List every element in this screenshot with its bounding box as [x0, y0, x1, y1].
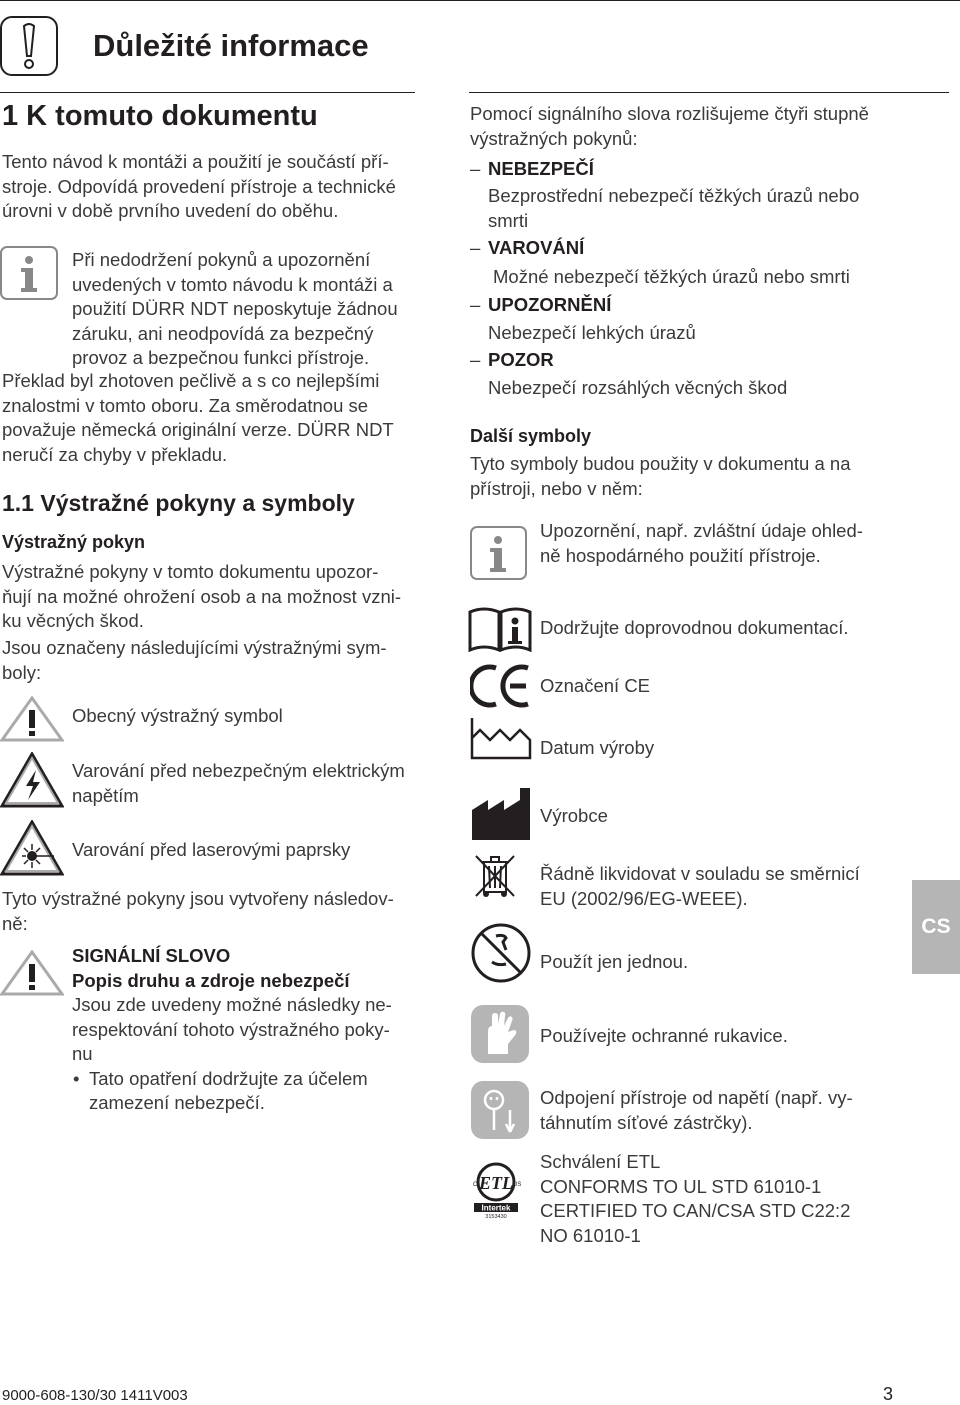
level-danger: NEBEZPEČÍ	[488, 158, 594, 179]
ce-mark-icon	[470, 663, 534, 709]
level-warning: VAROVÁNÍ	[488, 237, 585, 258]
more-symbols-intro: Tyto symboly budou použity v dokumentu a na přístroji, nebo v něm:	[470, 453, 851, 499]
manufacture-date-icon	[470, 716, 532, 760]
signal-word: SIGNÁLNÍ SLOVO	[72, 945, 231, 966]
header-rule-right	[469, 92, 949, 93]
manufacturer-symbol-label: Výrobce	[540, 805, 608, 826]
general-warning-icon	[0, 696, 64, 742]
header-rule	[0, 92, 415, 93]
warning-box-icon	[0, 16, 58, 76]
hazard-description: Popis druhu a zdroje nebezpečí	[72, 969, 350, 991]
subsection-heading: 1.1 Výstražné pokyny a symboly	[2, 490, 355, 516]
etl-number-text: 3153430	[485, 1214, 507, 1220]
language-tab-label: CS	[921, 915, 951, 938]
language-tab	[912, 880, 960, 974]
manual-symbol-label: Dodržujte doprovodnou dokumentací.	[540, 617, 849, 638]
gloves-icon	[470, 1004, 530, 1064]
weee-symbol-label: Řádně likvidovat v souladu se směrnicí EU (2002/96/EG-WEEE).	[540, 863, 860, 909]
warning-subheading: Výstražný pokyn	[2, 532, 146, 552]
electric-warning-label: Varování před nebezpečným elektrickým napětím	[72, 760, 405, 806]
structure-paragraph: Tyto výstražné pokyny jsou vytvořeny následov- ně:	[2, 888, 394, 934]
example-warning-icon	[0, 950, 64, 996]
note-paragraph: Při nedodržení pokynů a upozornění uvedených v tomto návodu k montáži a použití DÜRR NDT neposkytuje žádnou záruku, ani neodpovídá za bezpečný provoz a bezpečnou funkci přístroje.	[72, 249, 398, 368]
info-icon	[470, 526, 528, 580]
intertek-text: Intertek	[481, 1203, 511, 1213]
signal-word-intro: Pomocí signálního slova rozlišujeme čtyři stupně výstražných pokynů:	[470, 103, 869, 149]
svg-text:C: C	[473, 1182, 478, 1188]
gloves-symbol-label: Používejte ochranné rukavice.	[540, 1025, 788, 1046]
document-number: 9000-608-130/30 1411V003	[2, 1387, 188, 1404]
level-notice: POZOR	[488, 349, 554, 370]
svg-text:US: US	[513, 1182, 522, 1188]
top-rule	[0, 0, 960, 1]
general-warning-label: Obecný výstražný symbol	[72, 705, 283, 726]
intro-paragraph: Tento návod k montáži a použití je součástí pří- stroje. Odpovídá provedení přístroje a technické úrovni v době prvního uvedení do oběhu.	[2, 151, 396, 221]
measure-bullet: • Tato opatření dodržujte za účelem zamezení nebezpečí.	[73, 1067, 368, 1113]
level-caution: UPOZORNĚNÍ	[488, 293, 612, 315]
weee-bin-icon	[472, 852, 518, 902]
bullet-dot: •	[73, 1067, 80, 1089]
manual-book-icon	[468, 606, 532, 652]
example-block	[72, 944, 392, 1116]
single-use-label: Použít jen jednou.	[540, 951, 689, 972]
ce-symbol-label: Označení CE	[540, 675, 651, 696]
more-symbols-heading: Další symboly	[470, 426, 592, 446]
disconnect-symbol-label: Odpojení přístroje od napětí (např. vy- táhnutím síťové zástrčky).	[540, 1087, 853, 1133]
info-icon	[0, 246, 60, 300]
laser-warning-icon	[0, 820, 64, 876]
single-use-icon	[470, 922, 532, 984]
page-number: 3	[883, 1384, 894, 1404]
page-title: Důležité informace	[93, 28, 369, 63]
translation-paragraph: Překlad byl zhotoven pečlivě a s co nejlepšími znalostmi v tomto oboru. Za směrodatnou se považuje německá originální verze. DÜRR NDT neručí za chyby v překladu.	[2, 370, 394, 465]
disconnect-power-icon	[470, 1080, 530, 1140]
laser-warning-label: Varování před laserovými paprsky	[72, 839, 351, 860]
signal-levels: – NEBEZPEČÍ Bezprostřední nebezpečí těžkých úrazů nebo smrti – VAROVÁNÍ Možné nebezpečí těžkých úrazů nebo smrti – UPOZORNĚNÍ Nebezpečí lehkých úrazů – POZOR Nebezpečí rozsáhlých věcných škod	[470, 158, 860, 398]
date-symbol-label: Datum výroby	[540, 737, 655, 758]
section-heading: 1 K tomuto dokumentu	[2, 100, 318, 132]
etl-logo-text: ETL	[479, 1173, 513, 1193]
warning-paragraph-1: Výstražné pokyny v tomto dokumentu upozor- ňují na možné ohrožení osob a na možnost vzni- ku věcných škod.	[2, 561, 402, 631]
etl-mark-icon	[470, 1162, 522, 1220]
info-symbol-label: Upozornění, např. zvláštní údaje ohled- ně hospodárného použití přístroje.	[540, 520, 863, 566]
consequences: Jsou zde uvedeny možné následky ne- respektování tohoto výstražného poky- nu	[72, 994, 392, 1064]
warning-paragraph-2: Jsou označeny následujícími výstražnými sym- boly:	[2, 637, 387, 683]
manufacturer-icon	[470, 786, 532, 842]
etl-symbol-label: Schválení ETL CONFORMS TO UL STD 61010-1 CERTIFIED TO CAN/CSA STD C22:2 NO 61010-1	[540, 1151, 851, 1246]
electric-voltage-warning-icon	[0, 752, 64, 808]
